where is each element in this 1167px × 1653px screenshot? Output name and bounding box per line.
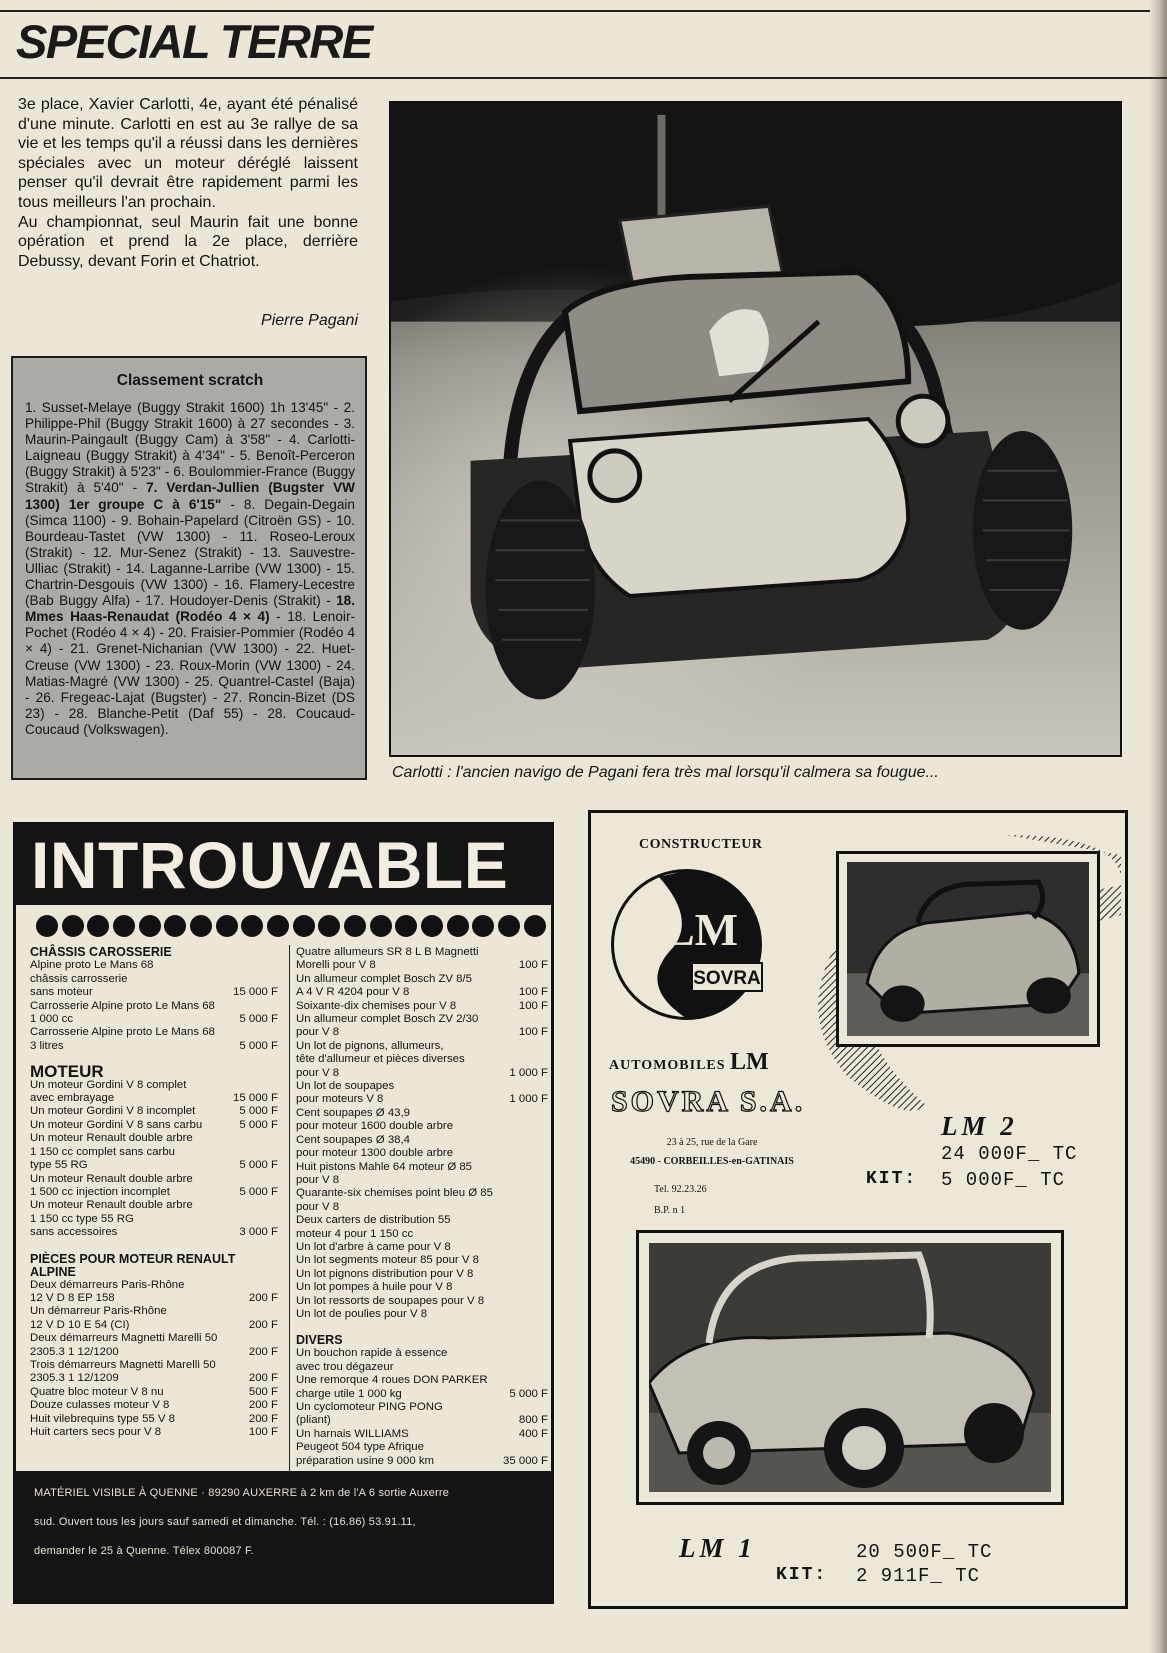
price-list-item: [296, 1388, 548, 1401]
item-label: Un lot de soupapes: [296, 1080, 395, 1093]
address-line-1: 23 à 25, rue de la Gare: [666, 1137, 758, 1148]
item-label: Un lot de poulies pour V 8: [296, 1307, 428, 1320]
price-list-item: [296, 1120, 548, 1133]
lm1-kit-price: 2 911F_ TC: [856, 1565, 981, 1587]
telephone: Tel. 92.23.26: [654, 1184, 707, 1195]
price-list-item: [296, 1040, 548, 1053]
item-price: [542, 1268, 548, 1281]
price-list-item: [30, 1399, 278, 1412]
price-list-item: [296, 1254, 548, 1267]
price-list-item: [30, 1146, 278, 1159]
item-label: 1 500 cc injection incomplet: [30, 1185, 170, 1198]
item-price: 5 000 F: [239, 1159, 278, 1172]
sovra-sa-lettering: SOVRA S.A.: [611, 1085, 806, 1118]
price-list-item: [30, 1332, 278, 1345]
item-label: Deux démarreurs Paris-Rhône: [30, 1278, 185, 1291]
lm-sovra-advertisement: [588, 810, 1128, 1609]
item-price: [272, 973, 278, 986]
item-label: charge utile 1 000 kg: [296, 1387, 402, 1400]
item-price: 5 000 F: [239, 1105, 278, 1118]
price-list-item: [30, 1013, 278, 1026]
results-part-a: 1. Susset-Melaye (Buggy Strakit 1600) 1h 13'45" - 2. Philippe-Phil (Buggy Strakit 1600) à 27 secondes - 3. Maurin-Paingault (Buggy Cam) à 3'58" - 4. Carlotti-Laigneau (Buggy Strakit) à 4'34" - 5. Benoît-Perceron (Buggy Strakit) à 5'23" - 6. Boulommier-France (Buggy Strakit) à 5'40" -: [25, 400, 355, 496]
item-price: [272, 1079, 278, 1092]
item-price: 200 F: [248, 1372, 278, 1385]
item-label: sans moteur: [30, 986, 93, 999]
price-list-item: [30, 1359, 278, 1372]
price-list-item: [30, 1119, 278, 1132]
item-label: Quatre allumeurs SR 8 L B Magnetti: [296, 946, 479, 958]
price-list-item: [296, 1374, 548, 1387]
price-list-item: [30, 1292, 278, 1305]
item-label: A 4 V R 4204 pour V 8: [296, 986, 410, 999]
item-label: Douze culasses moteur V 8: [30, 1399, 170, 1412]
item-price: 100 F: [518, 999, 548, 1012]
item-price: [542, 1308, 548, 1321]
price-list-item: [296, 959, 548, 972]
item-label: Un lot pignons distribution pour V 8: [296, 1267, 474, 1280]
logo-sovra-text: SOVRA: [693, 968, 761, 989]
price-list-item: [30, 959, 278, 972]
item-price: 5 000 F: [239, 1039, 278, 1052]
item-price: 200 F: [248, 1318, 278, 1331]
heading-chassis: CHÂSSIS CAROSSERIE: [30, 945, 172, 959]
price-list-item: [296, 1161, 548, 1174]
item-price: 800 F: [518, 1414, 548, 1427]
parts-list: [296, 946, 548, 1321]
price-list-item: [296, 1174, 548, 1187]
lm1-car-photo: [636, 1230, 1064, 1505]
price-list-item: [296, 1107, 548, 1120]
price-list-item: [30, 1173, 278, 1186]
address-line-2: [627, 1152, 797, 1171]
address: [627, 1133, 797, 1171]
price-list-item: [30, 1132, 278, 1145]
item-label: 12 V D 10 E 54 (CI): [30, 1318, 130, 1331]
item-label: 1 150 cc complet sans carbu: [30, 1145, 175, 1158]
heading-pieces: PIÈCES POUR MOTEUR RENAULT ALPINE: [30, 1251, 236, 1279]
price-list-item: [296, 946, 548, 959]
item-label: 12 V D 8 EP 158: [30, 1291, 115, 1304]
price-list-item: [296, 1241, 548, 1254]
item-price: [272, 1359, 278, 1372]
price-list-item: [296, 1428, 548, 1441]
item-price: 100 F: [248, 1426, 278, 1438]
item-label: Huit vilebrequins type 55 V 8: [30, 1412, 175, 1425]
item-label: Cent soupapes Ø 38,4: [296, 1133, 410, 1146]
header-rule-top: [0, 10, 1150, 12]
item-price: [272, 1213, 278, 1226]
item-label: Un moteur Gordini V 8 complet: [30, 1078, 187, 1091]
price-list-item: [30, 1426, 278, 1439]
price-list-item: [30, 1199, 278, 1212]
rally-buggy-photo: [389, 101, 1122, 757]
item-label: châssis carrosserie: [30, 972, 128, 985]
item-price: [272, 1026, 278, 1039]
article-paragraph-1: 3e place, Xavier Carlotti, 4e, ayant été pénalisé d'une minute. Carlotti en est au 3e rallye de sa vie et les temps qu'il a réussi dans les dernières spéciales avec un moteur déréglé laissent penser qu'il devrait être rapidement parmi les tous meilleurs l'an prochain.: [18, 96, 358, 211]
lm2-kit-label: KIT:: [866, 1169, 918, 1189]
price-list-item: [30, 1092, 278, 1105]
item-price: 200 F: [248, 1291, 278, 1304]
item-label: Un harnais WILLIAMS: [296, 1427, 409, 1440]
item-label: pour V 8: [296, 1173, 340, 1186]
item-label: 2305.3 1 12/1200: [30, 1345, 119, 1358]
item-label: Carrosserie Alpine proto Le Mans 68: [30, 1026, 215, 1039]
item-label: Un démarreur Paris-Rhône: [30, 1305, 167, 1318]
po-box: B.P. n 1: [654, 1205, 686, 1216]
item-label: Un lot d'arbre à came pour V 8: [296, 1240, 451, 1253]
item-price: [542, 1228, 548, 1241]
ad-title: INTROUVABLE: [16, 825, 551, 905]
moteur-list: [30, 1079, 278, 1240]
item-price: 35 000 F: [503, 1454, 548, 1467]
header-rule-bottom: [0, 77, 1167, 79]
item-label: pour V 8: [296, 1066, 340, 1079]
item-price: 400 F: [518, 1427, 548, 1440]
price-list-item: [296, 1455, 548, 1468]
price-list-item: [30, 1319, 278, 1332]
item-label: Huit carters secs pour V 8: [30, 1426, 162, 1438]
item-label: avec trou dégazeur: [296, 1360, 394, 1373]
ad-left-column: [30, 946, 278, 1439]
price-list-item: [30, 1346, 278, 1359]
item-label: Un cyclomoteur PING PONG: [296, 1401, 443, 1413]
results-part-b: 7. Verdan-Jullien (Bugster VW 1300) 1er groupe C à 6'15": [25, 480, 355, 512]
price-list-item: [296, 1093, 548, 1106]
dot-divider: [36, 915, 546, 939]
item-price: [542, 1281, 548, 1294]
heading-moteur: MOTEUR: [30, 1062, 104, 1082]
item-price: [272, 1146, 278, 1159]
item-price: 15 000 F: [233, 986, 278, 999]
price-list-item: [30, 1079, 278, 1092]
item-price: [542, 1120, 548, 1133]
contact: [654, 1179, 707, 1221]
item-price: 500 F: [248, 1385, 278, 1398]
item-price: 1 000 F: [509, 1066, 548, 1079]
price-list-item: [296, 1080, 548, 1093]
price-list-item: [30, 1213, 278, 1226]
item-price: [542, 973, 548, 986]
item-label: Un moteur Renault double arbre: [30, 1132, 193, 1145]
item-label: type 55 RG: [30, 1159, 88, 1172]
lm2-model: LM 2: [941, 1111, 1018, 1141]
item-label: 1 000 cc: [30, 1013, 74, 1026]
item-label: pour moteur 1600 double arbre: [296, 1120, 454, 1133]
item-price: 3 000 F: [239, 1226, 278, 1239]
classement-results: [25, 400, 355, 738]
price-list-item: [30, 1386, 278, 1399]
lm2-price: 24 000F_ TC: [941, 1143, 1078, 1165]
item-label: Une remorque 4 roues DON PARKER: [296, 1374, 488, 1387]
item-label: 1 150 cc type 55 RG: [30, 1212, 134, 1225]
section-title: SPECIAL TERRE: [16, 15, 372, 68]
footer-line-2: sud. Ouvert tous les jours sauf samedi et dimanche. Tél. : (16.86) 53.91.11,: [34, 1516, 416, 1528]
price-list-item: [296, 1441, 548, 1454]
item-price: [542, 1147, 548, 1160]
price-list-item: [30, 1040, 278, 1053]
automobiles-lm: [609, 1049, 769, 1076]
item-label: Un lot pompes à huile pour V 8: [296, 1281, 453, 1294]
item-price: 200 F: [248, 1412, 278, 1425]
item-price: 15 000 F: [233, 1092, 278, 1105]
item-price: [542, 1187, 548, 1200]
price-list-item: [296, 1013, 548, 1026]
item-price: [542, 1401, 548, 1414]
price-list-item: [296, 1214, 548, 1227]
price-list-item: [30, 973, 278, 986]
price-list-item: [296, 1414, 548, 1427]
automobiles-label: AUTOMOBILES: [609, 1058, 726, 1073]
lm-sovra-logo: [609, 867, 764, 1022]
item-label: Un lot de pignons, allumeurs,: [296, 1039, 444, 1052]
column-divider: [289, 945, 290, 1498]
item-price: 5 000 F: [239, 1185, 278, 1198]
item-price: [542, 1107, 548, 1120]
item-price: [542, 1241, 548, 1254]
item-label: préparation usine 9 000 km: [296, 1454, 435, 1467]
item-price: [542, 1161, 548, 1174]
item-price: [542, 1053, 548, 1066]
item-label: Un moteur Gordini V 8 sans carbu: [30, 1118, 203, 1131]
item-price: 5 000 F: [239, 1013, 278, 1026]
price-list-item: [30, 1000, 278, 1013]
item-price: [272, 1132, 278, 1145]
price-list-item: [296, 1401, 548, 1414]
item-label: 3 litres: [30, 1039, 64, 1052]
item-price: [542, 1134, 548, 1147]
classement-title: Classement scratch: [116, 372, 264, 389]
item-price: [272, 1199, 278, 1212]
page-edge-shadow: [1149, 0, 1167, 1653]
item-label: Soixante-dix chemises pour V 8: [296, 999, 457, 1012]
results-part-e: - 18. Lenoir-Pochet (Rodéo 4 × 4) - 20. Fraisier-Pommier (Rodéo 4 × 4) - 21. Grenet-Nichanian (VW 1300) - 22. Huet-Creuse (VW 1300) - 23. Roux-Morin (VW 1300) - 24. Matias-Magré (VW 1300) - 25. Quantrel-Castel (Baja) - 26. Fregeac-Lajat (Bugster) - 27. Roncin-Bizet (DS 23) - 28. Blanche-Petit (Daf 55) - 28. Coucaud-Coucaud (Volkswagen).: [25, 609, 355, 737]
price-list-item: [296, 986, 548, 999]
article-byline: Pierre Pagani: [261, 312, 358, 329]
item-price: [542, 1201, 548, 1214]
item-label: Huit pistons Mahle 64 moteur Ø 85: [296, 1160, 473, 1173]
item-price: 5 000 F: [509, 1387, 548, 1400]
price-list-item: [30, 1305, 278, 1318]
item-price: [542, 946, 548, 959]
price-list-item: [296, 1134, 548, 1147]
price-list-item: [296, 1067, 548, 1080]
price-list-item: [296, 1187, 548, 1200]
ad-footer: [16, 1471, 551, 1601]
item-price: [542, 1374, 548, 1387]
item-price: 5 000 F: [239, 1118, 278, 1131]
item-price: 200 F: [248, 1345, 278, 1358]
item-price: [272, 1305, 278, 1318]
price-list-item: [296, 1347, 548, 1360]
price-list-item: [30, 1279, 278, 1292]
item-label: Un allumeur complet Bosch ZV 8/5: [296, 972, 472, 985]
lm1-price: 20 500F_ TC: [856, 1541, 993, 1563]
item-price: [542, 1254, 548, 1267]
price-list-item: [296, 973, 548, 986]
automobiles-lm-mark: LM: [730, 1049, 769, 1075]
item-label: Alpine proto Le Mans 68: [30, 959, 154, 972]
price-list-item: [30, 1186, 278, 1199]
ad-right-column: [296, 946, 548, 1468]
price-list-item: [296, 1361, 548, 1374]
price-list-item: [296, 1268, 548, 1281]
constructeur-label: CONSTRUCTEUR: [639, 837, 763, 852]
lm2-kit-price: 5 000F_ TC: [941, 1169, 1066, 1191]
item-label: pour moteur 1300 double arbre: [296, 1147, 454, 1160]
divers-list: [296, 1347, 548, 1468]
item-price: [542, 1347, 548, 1360]
item-label: 2305.3 1 12/1209: [30, 1372, 119, 1385]
price-list-item: [30, 1413, 278, 1426]
lm2-car-photo: [836, 851, 1100, 1047]
item-label: moteur 4 pour 1 150 cc: [296, 1227, 414, 1240]
footer-line-3: demander le 25 à Quenne. Télex 800087 F.: [34, 1545, 255, 1557]
item-price: [542, 1214, 548, 1227]
item-label: Un moteur Renault double arbre: [30, 1199, 193, 1212]
price-list-item: [296, 1053, 548, 1066]
address-city: 45490 - CORBEILLES-en-GATINAIS: [630, 1156, 794, 1167]
price-list-item: [296, 1308, 548, 1321]
chassis-list: [30, 959, 278, 1053]
price-list-item: [296, 1228, 548, 1241]
item-price: [542, 1361, 548, 1374]
item-label: Un moteur Gordini V 8 incomplet: [30, 1105, 196, 1118]
price-list-item: [296, 1201, 548, 1214]
price-list-item: [296, 1281, 548, 1294]
item-label: Quarante-six chemises point bleu Ø 85: [296, 1187, 493, 1200]
lm1-model: LM 1: [679, 1533, 756, 1563]
item-label: (pliant): [296, 1414, 331, 1427]
price-list-item: [30, 1026, 278, 1039]
item-label: Un allumeur complet Bosch ZV 2/30: [296, 1013, 479, 1026]
logo-lm-text: LM: [663, 904, 739, 955]
item-price: [542, 1080, 548, 1093]
item-label: pour V 8: [296, 1200, 340, 1213]
item-price: [272, 959, 278, 972]
price-list-item: [30, 1372, 278, 1385]
item-label: Un bouchon rapide à essence: [296, 1347, 448, 1360]
item-label: pour V 8: [296, 1026, 340, 1039]
price-list-item: [30, 1159, 278, 1172]
item-price: [542, 1013, 548, 1026]
price-list-item: [30, 1226, 278, 1239]
item-price: [272, 1000, 278, 1013]
item-label: Un lot segments moteur 85 pour V 8: [296, 1254, 479, 1267]
lm1-kit-label: KIT:: [776, 1565, 828, 1585]
pieces-list: [30, 1279, 278, 1440]
item-label: avec embrayage: [30, 1092, 115, 1105]
item-price: [542, 1441, 548, 1454]
item-price: 1 000 F: [509, 1093, 548, 1106]
price-list-item: [296, 1295, 548, 1308]
price-list-item: [30, 1105, 278, 1118]
introuvable-advertisement: [13, 822, 554, 1604]
item-price: [542, 1295, 548, 1308]
results-part-c: - 8. Degain-Degain (Simca 1100) - 9. Bohain-Papelard (Citroën GS) - 10. Bourdeau-Tastet (VW 1300) - 11. Roseo-Leroux (Strakit) - 12. Mur-Senez (Strakit) - 13. Sauvestre-Ulliac (Strakit) - 14. Laganne-Larribe (VW 1300) - 15. Chartrin-Desgouis (VW 1300) - 16. Flamery-Lecestre (Bab Buggy Alfa) - 17. Houdoyer-Denis (Strakit) -: [25, 496, 355, 609]
item-price: 100 F: [518, 1026, 548, 1039]
price-list-item: [296, 1026, 548, 1039]
item-label: Morelli pour V 8: [296, 959, 376, 972]
item-label: Deux carters de distribution 55: [296, 1214, 451, 1227]
item-price: 200 F: [248, 1399, 278, 1412]
footer-line-1: MATÉRIEL VISIBLE À QUENNE · 89290 AUXERRE à 2 km de l'A 6 sortie Auxerre: [34, 1487, 450, 1499]
heading-divers: DIVERS: [296, 1333, 343, 1348]
item-price: [272, 1279, 278, 1292]
item-label: sans accessoires: [30, 1226, 118, 1239]
classement-box: [11, 356, 367, 780]
article-intro: [18, 95, 358, 271]
article-paragraph-2: Au championnat, seul Maurin fait une bonne opération et prend la 2e place, derrière Debussy, devant Forin et Chatriot.: [18, 213, 358, 270]
item-label: Deux démarreurs Magnetti Marelli 50: [30, 1332, 218, 1345]
price-list-item: [296, 1147, 548, 1160]
item-label: Quatre bloc moteur V 8 nu: [30, 1385, 164, 1398]
photo-caption: Carlotti : l'ancien navigo de Pagani fera très mal lorsqu'il calmera sa fougue...: [392, 764, 939, 781]
item-label: Cent soupapes Ø 43,9: [296, 1106, 410, 1119]
item-label: Un lot ressorts de soupapes pour V 8: [296, 1294, 485, 1307]
item-price: [542, 1174, 548, 1187]
item-label: Peugeot 504 type Afrique: [296, 1441, 424, 1454]
item-label: Trois démarreurs Magnetti Marelli 50: [30, 1358, 216, 1371]
item-price: 100 F: [518, 986, 548, 999]
item-price: [272, 1332, 278, 1345]
item-price: [542, 1040, 548, 1053]
item-label: Un moteur Renault double arbre: [30, 1172, 193, 1185]
price-list-item: [296, 1000, 548, 1013]
price-list-item: [30, 986, 278, 999]
item-price: [272, 1173, 278, 1186]
item-price: 100 F: [518, 959, 548, 972]
item-label: pour moteurs V 8: [296, 1093, 384, 1106]
item-label: tête d'allumeur et pièces diverses: [296, 1053, 465, 1066]
item-label: Carrosserie Alpine proto Le Mans 68: [30, 999, 215, 1012]
results-part-d: 18. Mmes Haas-Renaudat (Rodéo 4 × 4): [25, 593, 355, 625]
